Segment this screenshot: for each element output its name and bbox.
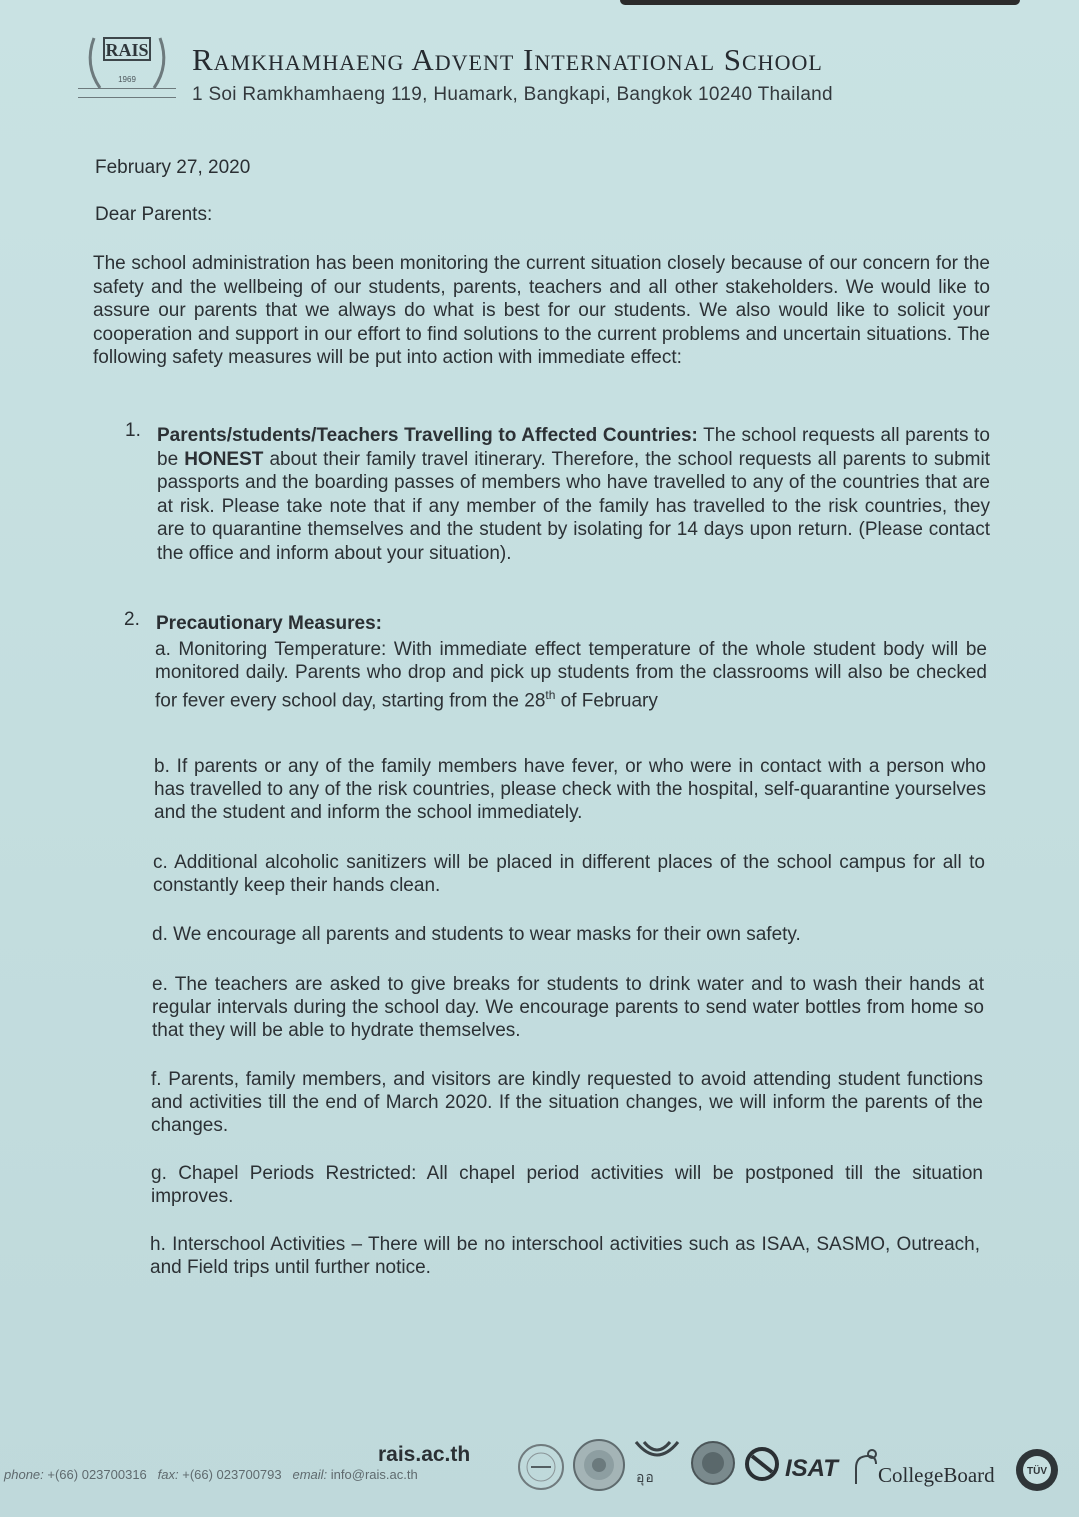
measure-c: c. Additional alcoholic sanitizers will be placed in different places of the school campus for all to constantly keep their hands clean. [153, 852, 985, 896]
email-address: info@rais.ac.th [330, 1467, 418, 1482]
item-1-emphasis: HONEST [184, 448, 264, 470]
footer-website: rais.ac.th [378, 1443, 471, 1466]
government-emblem-icon [572, 1438, 626, 1492]
phone-label: phone: [4, 1467, 44, 1482]
phone-number: +(66) 023700316 [47, 1467, 147, 1482]
measure-d: d. We encourage all parents and students to wear masks for their own safety. [152, 924, 801, 945]
aua-logo-icon [632, 1438, 682, 1468]
logo-year: 1969 [118, 75, 136, 84]
isat-logo-icon [742, 1446, 782, 1482]
measure-a-superscript: th [545, 688, 556, 702]
aua-label: อุอ [636, 1469, 655, 1485]
royal-seal-icon [690, 1440, 736, 1486]
measure-e: e. The teachers are asked to give breaks for students to drink water and to wash their hands at regular intervals during the school day. We encourage parents to send water bottles from home so that they will be able to hydrate themselves. [152, 974, 984, 1041]
measure-b: b. If parents or any of the family members have fever, or who were in contact with a person who has travelled to any of the risk countries, please check with the hospital, self-quarantine yourselves and the student and inform the school immediately. [154, 756, 986, 823]
measure-f: f. Parents, family members, and visitors are kindly requested to avoid attending student functions and activities till the end of March 2020. If the situation changes, we will inform the parents of the changes. [151, 1069, 983, 1136]
fax-label: fax: [157, 1467, 179, 1482]
footer-contact [4, 1467, 418, 1482]
isat-label: ISAT [785, 1455, 838, 1482]
item-1-text-before: The school requests all parents to be [157, 425, 991, 470]
item-1-number: 1. [125, 420, 141, 441]
fax-number: +(66) 023700793 [182, 1467, 282, 1482]
salutation: Dear Parents: [95, 204, 213, 225]
logo-caption-band [78, 88, 176, 98]
tuv-certification-icon [1014, 1447, 1060, 1493]
accreditation-seal-icon [517, 1443, 565, 1491]
item-2-number: 2. [124, 609, 140, 630]
measure-a-tail: of February [555, 690, 658, 712]
scan-edge-shadow [620, 0, 1020, 5]
school-name: Ramkhamhaeng Advent International School [192, 42, 823, 77]
tuv-label: TÜV [1027, 1466, 1047, 1477]
item-1-heading: Parents/students/Teachers Travelling to Affected Countries: [157, 425, 698, 446]
item-2-heading: Precautionary Measures: [156, 613, 382, 634]
item-1-paragraph [157, 424, 990, 565]
letter-date: February 27, 2020 [95, 157, 251, 178]
school-address: 1 Soi Ramkhamhaeng 119, Huamark, Bangkapi, Bangkok 10240 Thailand [192, 84, 833, 105]
measure-g: g. Chapel Periods Restricted: All chapel period activities will be postponed till the situation improves. [151, 1163, 983, 1207]
intro-paragraph: The school administration has been monitoring the current situation closely because of our concern for the safety and the wellbeing of our students, parents, teachers and all other stakeholders. We would like to assure our parents that we always do what is best for our students. We also would like to solicit your cooperation and support in our effort to find solutions to the current problems and uncertain situations. The following safety measures will be put into action with immediate effect: [93, 253, 990, 368]
collegeboard-acorn-icon [850, 1448, 880, 1488]
collegeboard-label: CollegeBoard [878, 1463, 995, 1487]
measure-a [155, 638, 987, 712]
item-1-text-after: about their family travel itinerary. Therefore, the school requests all parents to submit passports and the boarding passes of members who have travelled to any of the countries that are at risk. Please take note that if any member of the family has travelled to the risk countries, they are to quarantine themselves and the student by isolating for 14 days upon return. (Please contact the office and inform about your situation). [157, 448, 990, 564]
email-label: email: [292, 1467, 328, 1482]
measure-h: h. Interschool Activities – There will be no interschool activities such as ISAA, SASMO, Outreach, and Field trips until further notice. [150, 1234, 980, 1278]
measure-a-text: a. Monitoring Temperature: With immediate effect temperature of the whole student body will be monitored daily. Parents who drop and pick up students from the classrooms will also be checked for fever every school day, starting from the 28 [155, 639, 987, 712]
logo-text: RAIS [105, 40, 149, 60]
